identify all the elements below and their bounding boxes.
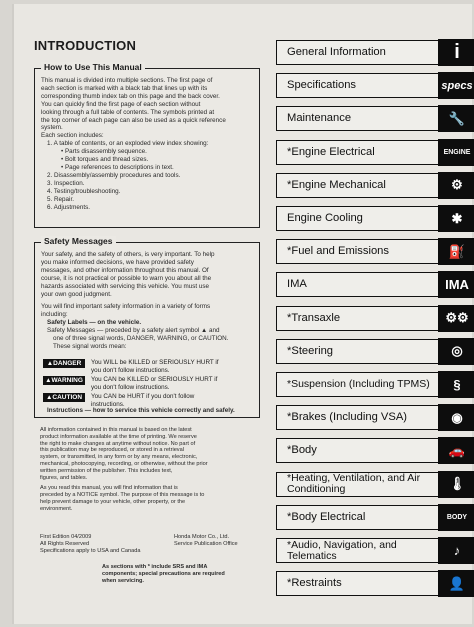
safety-line: your own good judgment. xyxy=(41,290,112,298)
how-to-list-item: 2. Disassembly/assembly procedures and tools. xyxy=(47,171,181,179)
section-tab-label: *Steering xyxy=(276,339,438,364)
airbag-icon: 👤 xyxy=(438,570,474,597)
safety-messages-line: These signal words mean: xyxy=(53,342,127,350)
body-electrical-icon: BODY xyxy=(438,504,474,531)
how-to-line: the top corner of each page can also be used as a quick reference xyxy=(41,116,226,124)
audio-icon: ♪ xyxy=(438,537,474,564)
notice-line: help prevent damage to your vehicle, other property, or the xyxy=(40,498,186,505)
safety-line: messages, and other information throughout this manual. Of xyxy=(41,266,209,274)
section-tab-label: Maintenance xyxy=(276,106,438,131)
caution-badge: ▲CAUTION xyxy=(43,393,85,402)
signal-text: you don't follow instructions. xyxy=(91,366,170,374)
srs-note xyxy=(102,564,225,584)
section-tab-label: *Suspension (Including TPMS) xyxy=(276,372,438,397)
section-tab-label: *Engine Electrical xyxy=(276,140,438,165)
how-to-list-item: 1. A table of contents, or an exploded view index showing: xyxy=(47,140,209,148)
how-to-line: system. xyxy=(41,124,63,132)
safety-labels-line: Safety Labels — on the vehicle. xyxy=(47,319,142,327)
section-tab-label: *Audio, Navigation, and Telematics xyxy=(276,538,438,563)
danger-row xyxy=(43,359,219,374)
gears-icon: ⚙⚙ xyxy=(438,305,474,332)
danger-badge: ▲DANGER xyxy=(43,359,85,368)
fan-icon: ✱ xyxy=(438,205,474,232)
legal-line: mechanical, photocopying, recording, or otherwise, without the prior xyxy=(40,460,208,467)
how-to-use-heading: How to Use This Manual xyxy=(41,62,145,72)
safety-line: Your safety, and the safety of others, is very important. To help xyxy=(41,251,215,258)
section-tab-label: *Heating, Ventilation, and Air Conditioning xyxy=(276,472,438,497)
specs-icon: specs xyxy=(438,72,474,99)
signal-text: You CAN be HURT if you don't follow xyxy=(91,393,195,400)
notice-line: As you read this manual, you will find information that is xyxy=(40,485,178,492)
section-tab[interactable] xyxy=(276,306,474,331)
section-tab[interactable] xyxy=(276,339,474,364)
how-to-line: This manual is divided into multiple sections. The first page of xyxy=(41,77,213,84)
section-tab-label: *Engine Mechanical xyxy=(276,173,438,198)
how-to-list-item: 6. Adjustments. xyxy=(47,203,91,211)
how-to-list-item: 4. Testing/troubleshooting. xyxy=(47,187,121,195)
safety-text xyxy=(41,251,228,351)
section-tab-label: Specifications xyxy=(276,73,438,98)
section-tab-label: *Transaxle xyxy=(276,306,438,331)
section-tab-label: Engine Cooling xyxy=(276,206,438,231)
section-tab[interactable] xyxy=(276,40,474,65)
how-to-line: each section is marked with a black tab that lines up with its xyxy=(41,84,208,92)
section-tab-label: *Body xyxy=(276,438,438,463)
section-tab[interactable] xyxy=(276,438,474,463)
srs-note-line: when servicing. xyxy=(102,577,144,584)
section-tab[interactable] xyxy=(276,239,474,264)
how-to-line: Each section includes: xyxy=(41,132,104,140)
srs-note-line: As sections with * include SRS and IMA xyxy=(102,564,208,570)
edition-line: First Edition 04/2009 xyxy=(40,534,92,540)
how-to-list-item: 5. Repair. xyxy=(47,195,74,203)
suspension-icon: § xyxy=(438,371,474,398)
section-tab-label: *Brakes (Including VSA) xyxy=(276,405,438,430)
section-tab[interactable] xyxy=(276,405,474,430)
publisher-line: Honda Motor Co., Ltd. xyxy=(174,534,230,540)
how-to-line: looking through a full table of contents. The symbols printed at xyxy=(41,108,215,116)
signal-text: you don't follow instructions. xyxy=(91,383,170,391)
section-tab[interactable] xyxy=(276,571,474,596)
legal-line: written permission of the publisher. This includes text, xyxy=(40,467,173,474)
publisher-info xyxy=(174,534,238,548)
car-body-icon: 🚗 xyxy=(438,437,474,464)
section-tab[interactable] xyxy=(276,206,474,231)
section-tab[interactable] xyxy=(276,372,474,397)
edition-line: All Rights Reserved xyxy=(40,540,90,547)
legal-line: product information available at the time of printing. We reserve xyxy=(40,433,197,440)
safety-messages-line: Safety Messages — preceded by a safety alert symbol ▲ and xyxy=(47,327,220,335)
fuel-nozzle-icon: ⛽ xyxy=(438,238,474,265)
safety-messages-line: one of three signal words, DANGER, WARNING, or CAUTION. xyxy=(53,335,229,343)
section-tab[interactable] xyxy=(276,173,474,198)
safety-heading: Safety Messages xyxy=(41,236,116,246)
how-to-list-item: • Bolt torques and thread sizes. xyxy=(61,156,149,164)
ima-battery-icon: IMA xyxy=(438,271,474,298)
legal-text xyxy=(40,427,208,513)
engine-mechanical-icon: ⚙ xyxy=(438,172,474,199)
how-to-list-item: • Page references to descriptions in text. xyxy=(61,163,174,171)
manual-page xyxy=(14,4,472,624)
steering-wheel-icon: ◎ xyxy=(438,338,474,365)
how-to-list-item: 3. Inspection. xyxy=(47,179,85,187)
section-tab[interactable] xyxy=(276,73,474,98)
publisher-line: Service Publication Office xyxy=(174,540,238,547)
warning-badge: ▲WARNING xyxy=(43,376,85,385)
edition-info xyxy=(40,534,140,554)
info-icon: i xyxy=(438,39,474,66)
how-to-list-item: • Parts disassembly sequence. xyxy=(61,148,147,156)
section-tab[interactable] xyxy=(276,272,474,297)
how-to-use-box xyxy=(34,62,260,228)
brake-disc-icon: ◉ xyxy=(438,404,474,431)
legal-line: figures, and tables. xyxy=(40,474,88,481)
section-tab-label: General Information xyxy=(276,40,438,65)
section-tab[interactable] xyxy=(276,505,474,530)
safety-line: including: xyxy=(41,311,68,319)
notice-line: environment. xyxy=(40,505,73,512)
signal-text: You CAN be KILLED or SERIOUSLY HURT if xyxy=(91,376,218,383)
safety-messages-box xyxy=(34,236,260,418)
section-tab[interactable] xyxy=(276,140,474,165)
section-tab-label: *Restraints xyxy=(276,571,438,596)
instructions-line: Instructions — how to service this vehicle correctly and safely. xyxy=(47,407,235,414)
section-tab-label: *Fuel and Emissions xyxy=(276,239,438,264)
legal-line: system, or transmitted, in any form or by any means, electronic, xyxy=(40,454,198,461)
thermometer-icon: 🌡 xyxy=(438,471,474,498)
section-tab[interactable] xyxy=(276,472,474,497)
safety-line: hazards associated with servicing this vehicle. You must use xyxy=(41,282,210,290)
engine-electrical-icon: ENGINE xyxy=(438,139,474,166)
signal-text: instructions. xyxy=(91,400,125,408)
legal-line: this publication may be reproduced, or stored in a retrieval xyxy=(40,447,184,454)
notice-line: preceded by a NOTICE symbol. The purpose of this message is to xyxy=(40,492,205,499)
signal-text: You WILL be KILLED or SERIOUSLY HURT if xyxy=(91,359,219,366)
legal-line: the right to make changes at anytime without notice. No part of xyxy=(40,440,196,447)
how-to-line: You can quickly find the first page of each section without xyxy=(41,100,201,108)
page-title: INTRODUCTION xyxy=(34,38,137,53)
srs-note-line: components; special precautions are required xyxy=(102,570,225,577)
safety-line: You will find important safety information in a variety of forms xyxy=(41,303,211,311)
section-tab[interactable] xyxy=(276,538,474,563)
how-to-use-text xyxy=(41,77,226,211)
caution-row xyxy=(43,393,194,408)
warning-row xyxy=(43,376,217,391)
legal-line: All information contained in this manual is based on the latest xyxy=(40,427,192,433)
maintenance-icon: 🔧 xyxy=(438,105,474,132)
section-tab[interactable] xyxy=(276,106,474,131)
how-to-line: corresponding thumb index tab on this page and the back cover. xyxy=(41,92,220,100)
safety-line: you make informed decisions, we have provided safety xyxy=(41,258,194,266)
edition-line: Specifications apply to USA and Canada xyxy=(40,547,141,554)
safety-line: course, it is not practical or possible to warn you about all the xyxy=(41,274,212,282)
section-tab-label: *Body Electrical xyxy=(276,505,438,530)
section-tab-label: IMA xyxy=(276,272,438,297)
